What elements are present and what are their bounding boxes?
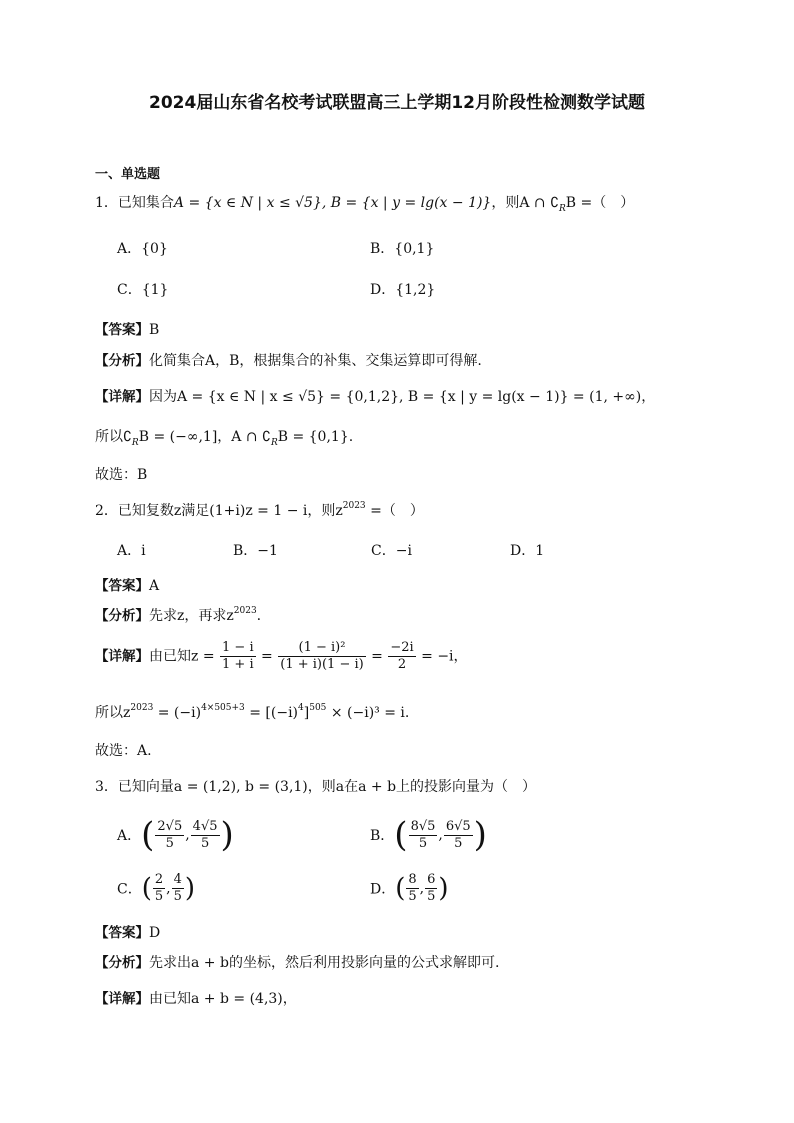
answer-tag: 【答案】 [95, 925, 149, 941]
option-label: B． [370, 828, 395, 844]
q2-detail-continued [95, 702, 409, 722]
set-b-def: , B = {x | y = lg(x − 1)} [321, 195, 492, 211]
option-value: {1} [141, 282, 169, 298]
detail-text: × (−i)³ = i. [326, 705, 410, 721]
denominator: 5 [200, 835, 210, 851]
q3-option-d: D．( $\frac{8}{5}$ , $\frac{6}{5}$ ) [370, 872, 449, 904]
exponent: 2023 [342, 501, 366, 511]
numerator: 2 [154, 872, 164, 887]
numerator: 6 [427, 872, 436, 887]
option-value: {0,1} [394, 241, 435, 257]
fraction [388, 640, 415, 673]
answer-value: A [149, 578, 160, 594]
detail-text: 所以z [95, 705, 131, 721]
fraction [278, 640, 365, 673]
q2-conclusion: 故选：A. [95, 743, 152, 759]
q3-analysis [95, 951, 499, 972]
numerator: 8 [408, 872, 417, 887]
option-label: A． [117, 241, 142, 257]
denominator: 5 [418, 835, 428, 851]
denominator: 5 [427, 889, 436, 904]
numerator: 4 [173, 872, 182, 887]
q1-detail-continued: 所以$∁_RB = (-\infty,1]$，A ∩ $∁_RB = \{0,1\}$. [95, 429, 354, 448]
detail-text: 所以∁ [95, 429, 132, 445]
analysis-tag: 【分析】 [95, 955, 149, 971]
analysis-text: 先求出a + b的坐标，然后利用投影向量的公式求解即可. [149, 955, 500, 971]
q3-option-c: C．( $\frac{2}{5}$ , $\frac{4}{5}$ ) [117, 872, 196, 904]
analysis-tag: 【分析】 [95, 608, 149, 624]
question-number: 1． [95, 195, 118, 211]
question-number: 2． [95, 503, 118, 519]
option-label: D． [370, 282, 396, 298]
question-text: 已知向量a = (1,2), b = (3,1)，则a在a + b上的投影向量为（ ） [117, 779, 537, 795]
detail-tag: 【详解】 [95, 648, 149, 665]
detail-text: = [(−i) [244, 705, 299, 721]
option-label: D． [370, 881, 396, 898]
denominator: (1 + i)(1 − i) [280, 657, 364, 672]
numerator: 8√5 [410, 818, 436, 834]
denominator: 5 [165, 835, 174, 851]
q3-detail [95, 987, 297, 1008]
q2-answer [95, 574, 159, 594]
section-heading: 一、单选题 [95, 167, 161, 182]
option-value: 1 [535, 543, 545, 559]
exponent: 4×505+3 [201, 703, 245, 713]
set-a-def: A = {x ∈ N | x ≤ √5} [173, 195, 322, 211]
q2-option-a [117, 540, 146, 560]
answer-tag: 【答案】 [95, 578, 149, 594]
analysis-text: 化简集合A，B，根据集合的补集、交集运算即可得解. [149, 353, 482, 369]
detail-text: B = (−∞,1]，A ∩ ∁ [138, 429, 271, 445]
detail-text: ] [303, 705, 310, 721]
option-value: i [141, 543, 146, 559]
denominator: 1 + i [222, 657, 254, 672]
question-3-stem [95, 776, 536, 796]
detail-tag: 【详解】 [95, 991, 149, 1007]
numerator: 1 − i [222, 640, 254, 655]
option-label: C． [117, 282, 142, 298]
question-1-stem: 1．已知集合A = {x ∈ N | x ≤ √5}, B = {x | y = lg(x − 1)}，则A ∩ $∁_RB$ =（ ） [95, 195, 635, 214]
q2-option-d [510, 540, 544, 560]
question-text: 已知集合 [117, 195, 174, 211]
denominator: 2 [397, 657, 407, 672]
answer-value: D [149, 925, 161, 941]
q2-detail: 【详解】由已知z = $\frac{1 - i}{1 + i}$ = $\frac{\text{(1 − i)²}}{(1 + i)(1 - i)}$ = $\frac{-2i}{2}$ = −i， [95, 640, 468, 672]
detail-text: 因为A = {x ∈ N | x ≤ √5} = {0,1,2}, B = {x | y = lg(x − 1)} = (1, +∞)， [149, 389, 656, 405]
answer-tag: 【答案】 [95, 322, 149, 338]
numerator: 2√5 [157, 818, 183, 834]
numerator: 4√5 [192, 818, 218, 834]
exponent: 505 [309, 703, 327, 713]
detail-text: 由已知a + b = (4,3)， [149, 991, 297, 1007]
analysis-text: 先求z，再求z [149, 608, 234, 624]
question-ask: ，则A ∩ ∁ [491, 195, 559, 211]
option-label: B． [233, 543, 258, 559]
option-value: {0} [141, 241, 168, 257]
denominator: 5 [173, 889, 182, 904]
q2-option-c [371, 540, 412, 560]
detail-text: = (−i) [153, 705, 202, 721]
q1-option-d [370, 279, 435, 299]
analysis-tag: 【分析】 [95, 353, 149, 369]
q1-option-c [117, 279, 168, 299]
question-text: 已知复数z满足(1+i)z = 1 − i，则z [117, 503, 343, 519]
question-ask-end: B =（ ） [565, 195, 635, 211]
answer-value: B [149, 322, 160, 338]
numerator: 6√5 [445, 818, 471, 834]
detail-text: = −i， [416, 648, 468, 665]
option-value: −1 [257, 543, 278, 559]
q2-analysis [95, 604, 261, 625]
q1-detail [95, 385, 655, 406]
question-number: 3． [95, 779, 118, 795]
option-label: A． [117, 543, 142, 559]
q1-conclusion: 故选：B [95, 467, 148, 483]
denominator: 5 [408, 889, 417, 904]
q3-option-b: B．( $\frac{8√5}{5}$ , $\frac{6√5}{5}$ ) [370, 815, 487, 855]
q1-answer [95, 318, 159, 338]
fraction [220, 640, 256, 673]
q1-option-b [370, 238, 434, 258]
exponent: 2023 [233, 606, 257, 616]
detail-tag: 【详解】 [95, 389, 149, 405]
exponent: 4 [298, 703, 304, 713]
q2-option-b [233, 540, 278, 560]
question-ask: =（ ） [365, 503, 424, 519]
option-label: B． [370, 241, 395, 257]
question-2-stem [95, 500, 424, 520]
q1-analysis [95, 349, 482, 370]
option-label: C． [371, 543, 396, 559]
q3-answer [95, 921, 160, 941]
option-value: {1,2} [395, 282, 436, 298]
denominator: 5 [454, 835, 463, 851]
option-label: D． [510, 543, 536, 559]
q3-option-a: A．( $\frac{2√5}{5}$ , $\frac{4√5}{5}$ ) [117, 815, 234, 855]
numerator: (1 − i)² [278, 640, 365, 657]
option-value: −i [395, 543, 412, 559]
q1-option-a [117, 238, 168, 258]
exponent: 2023 [130, 703, 154, 713]
denominator: 5 [154, 889, 164, 904]
option-label: A． [117, 828, 142, 844]
page-title: 2024届山东省名校考试联盟高三上学期12月阶段性检测数学试题 [149, 93, 645, 113]
numerator: −2i [390, 640, 414, 655]
detail-text: B = {0,1}. [277, 429, 354, 445]
detail-text: 由已知z = [149, 648, 220, 665]
analysis-text: . [256, 608, 262, 624]
option-label: C． [117, 881, 142, 898]
